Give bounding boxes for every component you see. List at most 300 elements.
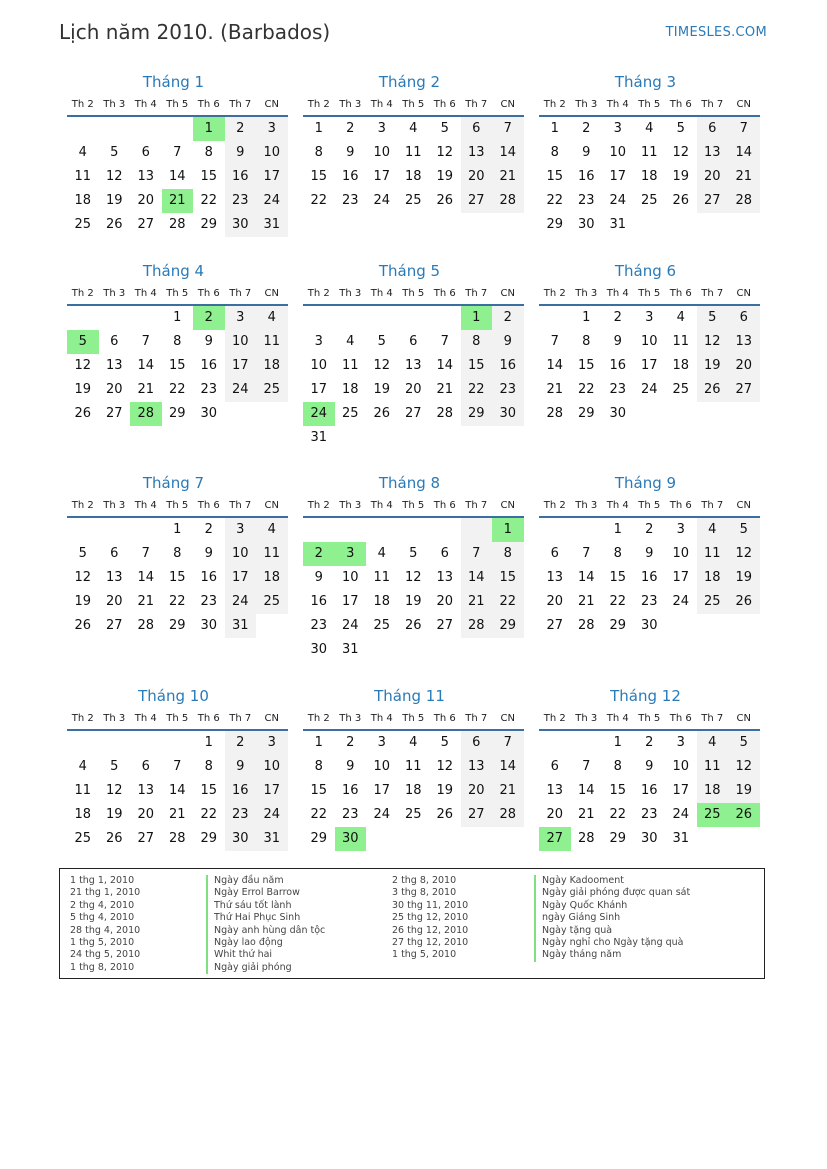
day-cell[interactable]: 10 xyxy=(373,145,391,160)
day-cell[interactable]: 22 xyxy=(168,594,186,609)
day-cell[interactable]: 22 xyxy=(310,807,328,822)
day-cell[interactable]: 2 xyxy=(346,735,355,750)
day-cell[interactable]: 21 xyxy=(577,594,595,609)
day-cell[interactable]: 26 xyxy=(728,590,760,614)
day-cell[interactable]: 16 xyxy=(341,783,359,798)
day-cell[interactable]: 13 xyxy=(137,783,155,798)
day-cell[interactable]: 12 xyxy=(373,358,391,373)
day-cell[interactable]: 27 xyxy=(404,406,422,421)
day-cell[interactable]: 30 xyxy=(609,406,627,421)
day-cell[interactable]: 10 xyxy=(310,358,328,373)
day-cell[interactable]: 13 xyxy=(697,141,729,165)
day-cell[interactable]: 19 xyxy=(404,594,422,609)
day-cell[interactable]: 24 xyxy=(256,189,288,213)
day-cell[interactable]: 17 xyxy=(225,354,257,378)
day-cell[interactable]: 2 xyxy=(225,731,257,755)
day-cell[interactable]: 4 xyxy=(697,731,729,755)
day-cell[interactable]: 29 xyxy=(168,618,186,633)
day-cell[interactable]: 2 xyxy=(225,117,257,141)
day-cell[interactable]: 16 xyxy=(200,570,218,585)
day-cell[interactable]: 19 xyxy=(436,169,454,184)
day-cell[interactable]: 2 xyxy=(346,121,355,136)
day-cell[interactable]: 10 xyxy=(640,334,658,349)
day-cell[interactable]: 5 xyxy=(440,121,449,136)
day-cell[interactable]: 28 xyxy=(168,831,186,846)
day-cell[interactable]: 21 xyxy=(492,165,524,189)
day-cell[interactable]: 31 xyxy=(672,831,690,846)
day-cell[interactable]: 20 xyxy=(404,382,422,397)
day-cell[interactable]: 17 xyxy=(225,566,257,590)
day-cell[interactable]: 14 xyxy=(168,783,186,798)
day-cell[interactable]: 18 xyxy=(256,354,288,378)
day-cell[interactable]: 18 xyxy=(256,566,288,590)
day-cell[interactable]: 13 xyxy=(461,141,493,165)
day-cell[interactable]: 11 xyxy=(256,330,288,354)
day-cell[interactable]: 29 xyxy=(461,402,493,426)
day-cell[interactable]: 4 xyxy=(377,546,386,561)
day-cell[interactable]: 27 xyxy=(137,831,155,846)
day-cell[interactable]: 21 xyxy=(577,807,595,822)
day-cell[interactable]: 18 xyxy=(404,783,422,798)
day-cell[interactable]: 26 xyxy=(105,217,123,232)
day-cell[interactable]: 8 xyxy=(613,546,622,561)
day-cell[interactable]: 7 xyxy=(728,117,760,141)
day-cell[interactable]: 2 xyxy=(645,735,654,750)
holiday-day-cell[interactable]: 3 xyxy=(335,542,367,566)
day-cell[interactable]: 4 xyxy=(676,310,685,325)
day-cell[interactable]: 14 xyxy=(137,570,155,585)
day-cell[interactable]: 13 xyxy=(105,570,123,585)
day-cell[interactable]: 4 xyxy=(256,518,288,542)
brand-link[interactable]: TIMESLES.COM xyxy=(665,25,767,40)
day-cell[interactable]: 26 xyxy=(404,618,422,633)
day-cell[interactable]: 20 xyxy=(105,382,123,397)
holiday-day-cell[interactable]: 25 xyxy=(697,803,729,827)
holiday-day-cell[interactable]: 1 xyxy=(492,518,524,542)
day-cell[interactable]: 12 xyxy=(436,145,454,160)
day-cell[interactable]: 18 xyxy=(404,169,422,184)
day-cell[interactable]: 1 xyxy=(173,522,182,537)
day-cell[interactable]: 31 xyxy=(341,642,359,657)
day-cell[interactable]: 25 xyxy=(404,807,422,822)
day-cell[interactable]: 15 xyxy=(200,169,218,184)
day-cell[interactable]: 1 xyxy=(314,735,323,750)
day-cell[interactable]: 22 xyxy=(577,382,595,397)
day-cell[interactable]: 2 xyxy=(613,310,622,325)
day-cell[interactable]: 12 xyxy=(74,570,92,585)
day-cell[interactable]: 29 xyxy=(200,831,218,846)
day-cell[interactable]: 9 xyxy=(346,145,355,160)
day-cell[interactable]: 20 xyxy=(546,594,564,609)
day-cell[interactable]: 23 xyxy=(341,193,359,208)
day-cell[interactable]: 3 xyxy=(225,306,257,330)
day-cell[interactable]: 11 xyxy=(74,783,92,798)
day-cell[interactable]: 21 xyxy=(137,382,155,397)
day-cell[interactable]: 6 xyxy=(440,546,449,561)
day-cell[interactable]: 26 xyxy=(74,406,92,421)
day-cell[interactable]: 11 xyxy=(404,145,422,160)
day-cell[interactable]: 20 xyxy=(546,807,564,822)
day-cell[interactable]: 19 xyxy=(672,169,690,184)
day-cell[interactable]: 13 xyxy=(436,570,454,585)
day-cell[interactable]: 28 xyxy=(492,189,524,213)
day-cell[interactable]: 16 xyxy=(310,594,328,609)
day-cell[interactable]: 19 xyxy=(436,783,454,798)
holiday-day-cell[interactable]: 30 xyxy=(335,827,367,851)
day-cell[interactable]: 22 xyxy=(168,382,186,397)
day-cell[interactable]: 20 xyxy=(137,193,155,208)
day-cell[interactable]: 23 xyxy=(609,382,627,397)
day-cell[interactable]: 9 xyxy=(582,145,591,160)
day-cell[interactable]: 7 xyxy=(492,117,524,141)
day-cell[interactable]: 23 xyxy=(225,189,257,213)
day-cell[interactable]: 8 xyxy=(461,330,493,354)
day-cell[interactable]: 26 xyxy=(74,618,92,633)
day-cell[interactable]: 24 xyxy=(672,594,690,609)
day-cell[interactable]: 10 xyxy=(609,145,627,160)
day-cell[interactable]: 16 xyxy=(200,358,218,373)
day-cell[interactable]: 24 xyxy=(256,803,288,827)
day-cell[interactable]: 30 xyxy=(200,618,218,633)
day-cell[interactable]: 24 xyxy=(225,378,257,402)
day-cell[interactable]: 21 xyxy=(728,165,760,189)
day-cell[interactable]: 6 xyxy=(550,759,559,774)
day-cell[interactable]: 30 xyxy=(640,618,658,633)
day-cell[interactable]: 3 xyxy=(314,334,323,349)
day-cell[interactable]: 24 xyxy=(609,193,627,208)
day-cell[interactable]: 5 xyxy=(697,306,729,330)
day-cell[interactable]: 13 xyxy=(728,330,760,354)
day-cell[interactable]: 6 xyxy=(141,759,150,774)
holiday-day-cell[interactable]: 27 xyxy=(539,827,571,851)
day-cell[interactable]: 2 xyxy=(645,522,654,537)
day-cell[interactable]: 11 xyxy=(640,145,658,160)
day-cell[interactable]: 20 xyxy=(728,354,760,378)
day-cell[interactable]: 7 xyxy=(141,334,150,349)
day-cell[interactable]: 15 xyxy=(310,783,328,798)
day-cell[interactable]: 30 xyxy=(225,827,257,851)
day-cell[interactable]: 20 xyxy=(461,165,493,189)
holiday-day-cell[interactable]: 5 xyxy=(67,330,99,354)
day-cell[interactable]: 12 xyxy=(105,169,123,184)
day-cell[interactable]: 1 xyxy=(550,121,559,136)
day-cell[interactable]: 5 xyxy=(409,546,418,561)
day-cell[interactable]: 4 xyxy=(346,334,355,349)
day-cell[interactable]: 22 xyxy=(609,807,627,822)
day-cell[interactable]: 22 xyxy=(310,193,328,208)
day-cell[interactable]: 3 xyxy=(676,522,685,537)
day-cell[interactable]: 27 xyxy=(137,217,155,232)
day-cell[interactable]: 2 xyxy=(492,306,524,330)
day-cell[interactable]: 24 xyxy=(225,590,257,614)
day-cell[interactable]: 30 xyxy=(225,213,257,237)
day-cell[interactable]: 30 xyxy=(492,402,524,426)
day-cell[interactable]: 26 xyxy=(436,193,454,208)
day-cell[interactable]: 19 xyxy=(728,779,760,803)
day-cell[interactable]: 6 xyxy=(141,145,150,160)
day-cell[interactable]: 19 xyxy=(105,193,123,208)
day-cell[interactable]: 16 xyxy=(492,354,524,378)
day-cell[interactable]: 31 xyxy=(256,827,288,851)
day-cell[interactable]: 17 xyxy=(310,382,328,397)
day-cell[interactable]: 13 xyxy=(546,783,564,798)
day-cell[interactable]: 27 xyxy=(461,189,493,213)
day-cell[interactable]: 24 xyxy=(373,807,391,822)
day-cell[interactable]: 15 xyxy=(609,570,627,585)
day-cell[interactable]: 17 xyxy=(609,169,627,184)
day-cell[interactable]: 11 xyxy=(341,358,359,373)
day-cell[interactable]: 8 xyxy=(492,542,524,566)
day-cell[interactable]: 19 xyxy=(373,382,391,397)
day-cell[interactable]: 21 xyxy=(137,594,155,609)
day-cell[interactable]: 26 xyxy=(672,193,690,208)
day-cell[interactable]: 11 xyxy=(373,570,391,585)
day-cell[interactable]: 12 xyxy=(728,542,760,566)
day-cell[interactable]: 23 xyxy=(200,594,218,609)
holiday-day-cell[interactable]: 1 xyxy=(193,117,225,141)
day-cell[interactable]: 8 xyxy=(550,145,559,160)
day-cell[interactable]: 14 xyxy=(577,783,595,798)
day-cell[interactable]: 28 xyxy=(461,614,493,638)
day-cell[interactable]: 30 xyxy=(310,642,328,657)
day-cell[interactable]: 22 xyxy=(492,590,524,614)
day-cell[interactable]: 16 xyxy=(341,169,359,184)
day-cell[interactable]: 29 xyxy=(492,614,524,638)
holiday-day-cell[interactable]: 2 xyxy=(303,542,335,566)
day-cell[interactable]: 5 xyxy=(377,334,386,349)
day-cell[interactable]: 7 xyxy=(550,334,559,349)
day-cell[interactable]: 28 xyxy=(546,406,564,421)
day-cell[interactable]: 12 xyxy=(728,755,760,779)
holiday-day-cell[interactable]: 2 xyxy=(193,306,225,330)
day-cell[interactable]: 14 xyxy=(168,169,186,184)
holiday-day-cell[interactable]: 26 xyxy=(728,803,760,827)
day-cell[interactable]: 18 xyxy=(672,358,690,373)
day-cell[interactable]: 6 xyxy=(409,334,418,349)
day-cell[interactable]: 10 xyxy=(225,542,257,566)
day-cell[interactable]: 28 xyxy=(436,406,454,421)
day-cell[interactable]: 22 xyxy=(546,193,564,208)
day-cell[interactable]: 6 xyxy=(697,117,729,141)
day-cell[interactable]: 28 xyxy=(728,189,760,213)
day-cell[interactable]: 14 xyxy=(546,358,564,373)
day-cell[interactable]: 28 xyxy=(577,831,595,846)
day-cell[interactable]: 1 xyxy=(582,310,591,325)
day-cell[interactable]: 21 xyxy=(168,807,186,822)
day-cell[interactable]: 17 xyxy=(373,783,391,798)
day-cell[interactable]: 29 xyxy=(200,217,218,232)
day-cell[interactable]: 13 xyxy=(105,358,123,373)
day-cell[interactable]: 17 xyxy=(341,594,359,609)
day-cell[interactable]: 16 xyxy=(640,570,658,585)
day-cell[interactable]: 1 xyxy=(613,522,622,537)
day-cell[interactable]: 21 xyxy=(546,382,564,397)
day-cell[interactable]: 23 xyxy=(492,378,524,402)
day-cell[interactable]: 1 xyxy=(613,735,622,750)
day-cell[interactable]: 10 xyxy=(256,755,288,779)
day-cell[interactable]: 25 xyxy=(640,193,658,208)
day-cell[interactable]: 23 xyxy=(640,594,658,609)
day-cell[interactable]: 23 xyxy=(225,803,257,827)
day-cell[interactable]: 20 xyxy=(461,779,493,803)
day-cell[interactable]: 21 xyxy=(461,590,493,614)
day-cell[interactable]: 12 xyxy=(697,330,729,354)
day-cell[interactable]: 19 xyxy=(105,807,123,822)
day-cell[interactable]: 1 xyxy=(173,310,182,325)
day-cell[interactable]: 17 xyxy=(672,783,690,798)
day-cell[interactable]: 18 xyxy=(373,594,391,609)
day-cell[interactable]: 26 xyxy=(105,831,123,846)
day-cell[interactable]: 14 xyxy=(492,755,524,779)
day-cell[interactable]: 30 xyxy=(577,217,595,232)
day-cell[interactable]: 13 xyxy=(404,358,422,373)
day-cell[interactable]: 10 xyxy=(341,570,359,585)
day-cell[interactable]: 26 xyxy=(436,807,454,822)
day-cell[interactable]: 31 xyxy=(225,614,257,638)
day-cell[interactable]: 3 xyxy=(225,518,257,542)
day-cell[interactable]: 18 xyxy=(341,382,359,397)
day-cell[interactable]: 9 xyxy=(225,141,257,165)
day-cell[interactable]: 10 xyxy=(225,330,257,354)
day-cell[interactable]: 11 xyxy=(256,542,288,566)
day-cell[interactable]: 4 xyxy=(409,735,418,750)
day-cell[interactable]: 29 xyxy=(310,831,328,846)
day-cell[interactable]: 1 xyxy=(314,121,323,136)
day-cell[interactable]: 3 xyxy=(676,735,685,750)
day-cell[interactable]: 23 xyxy=(310,618,328,633)
day-cell[interactable]: 14 xyxy=(492,141,524,165)
day-cell[interactable]: 14 xyxy=(728,141,760,165)
day-cell[interactable]: 17 xyxy=(640,358,658,373)
day-cell[interactable]: 25 xyxy=(74,217,92,232)
day-cell[interactable]: 31 xyxy=(310,430,328,445)
day-cell[interactable]: 15 xyxy=(546,169,564,184)
day-cell[interactable]: 5 xyxy=(78,546,87,561)
day-cell[interactable]: 5 xyxy=(110,759,119,774)
day-cell[interactable]: 28 xyxy=(492,803,524,827)
day-cell[interactable]: 17 xyxy=(672,570,690,585)
day-cell[interactable]: 25 xyxy=(404,193,422,208)
day-cell[interactable]: 19 xyxy=(74,594,92,609)
day-cell[interactable]: 15 xyxy=(577,358,595,373)
day-cell[interactable]: 6 xyxy=(110,546,119,561)
day-cell[interactable]: 18 xyxy=(697,566,729,590)
day-cell[interactable]: 28 xyxy=(577,618,595,633)
day-cell[interactable]: 27 xyxy=(546,618,564,633)
day-cell[interactable]: 23 xyxy=(577,193,595,208)
day-cell[interactable]: 16 xyxy=(225,779,257,803)
day-cell[interactable]: 4 xyxy=(78,145,87,160)
day-cell[interactable]: 9 xyxy=(492,330,524,354)
day-cell[interactable]: 10 xyxy=(672,759,690,774)
day-cell[interactable]: 27 xyxy=(105,618,123,633)
day-cell[interactable]: 10 xyxy=(672,546,690,561)
day-cell[interactable]: 7 xyxy=(582,759,591,774)
day-cell[interactable]: 5 xyxy=(728,731,760,755)
day-cell[interactable]: 6 xyxy=(461,731,493,755)
day-cell[interactable]: 23 xyxy=(640,807,658,822)
day-cell[interactable]: 14 xyxy=(436,358,454,373)
day-cell[interactable]: 7 xyxy=(440,334,449,349)
day-cell[interactable]: 6 xyxy=(110,334,119,349)
day-cell[interactable]: 10 xyxy=(256,141,288,165)
day-cell[interactable]: 2 xyxy=(204,522,213,537)
day-cell[interactable]: 31 xyxy=(256,213,288,237)
day-cell[interactable]: 24 xyxy=(341,618,359,633)
day-cell[interactable]: 5 xyxy=(440,735,449,750)
day-cell[interactable]: 25 xyxy=(256,590,288,614)
day-cell[interactable]: 12 xyxy=(436,759,454,774)
day-cell[interactable]: 17 xyxy=(256,779,288,803)
day-cell[interactable]: 1 xyxy=(204,735,213,750)
day-cell[interactable]: 14 xyxy=(577,570,595,585)
day-cell[interactable]: 8 xyxy=(613,759,622,774)
day-cell[interactable]: 25 xyxy=(672,382,690,397)
day-cell[interactable]: 19 xyxy=(728,566,760,590)
day-cell[interactable]: 4 xyxy=(409,121,418,136)
day-cell[interactable]: 29 xyxy=(577,406,595,421)
day-cell[interactable]: 29 xyxy=(609,618,627,633)
day-cell[interactable]: 22 xyxy=(200,193,218,208)
day-cell[interactable]: 15 xyxy=(609,783,627,798)
day-cell[interactable]: 7 xyxy=(492,731,524,755)
day-cell[interactable]: 28 xyxy=(137,618,155,633)
day-cell[interactable]: 18 xyxy=(640,169,658,184)
day-cell[interactable]: 20 xyxy=(105,594,123,609)
day-cell[interactable]: 9 xyxy=(225,755,257,779)
day-cell[interactable]: 15 xyxy=(168,358,186,373)
day-cell[interactable]: 24 xyxy=(672,807,690,822)
day-cell[interactable]: 18 xyxy=(697,779,729,803)
day-cell[interactable]: 20 xyxy=(436,594,454,609)
day-cell[interactable]: 20 xyxy=(697,165,729,189)
day-cell[interactable]: 29 xyxy=(546,217,564,232)
day-cell[interactable]: 13 xyxy=(546,570,564,585)
day-cell[interactable]: 3 xyxy=(256,731,288,755)
holiday-day-cell[interactable]: 21 xyxy=(162,189,194,213)
day-cell[interactable]: 9 xyxy=(314,570,323,585)
day-cell[interactable]: 8 xyxy=(173,546,182,561)
day-cell[interactable]: 8 xyxy=(204,759,213,774)
day-cell[interactable]: 3 xyxy=(377,121,386,136)
day-cell[interactable]: 9 xyxy=(613,334,622,349)
day-cell[interactable]: 4 xyxy=(645,121,654,136)
day-cell[interactable]: 25 xyxy=(341,406,359,421)
day-cell[interactable]: 15 xyxy=(461,354,493,378)
day-cell[interactable]: 6 xyxy=(728,306,760,330)
day-cell[interactable]: 16 xyxy=(640,783,658,798)
day-cell[interactable]: 12 xyxy=(672,145,690,160)
day-cell[interactable]: 24 xyxy=(640,382,658,397)
day-cell[interactable]: 14 xyxy=(137,358,155,373)
day-cell[interactable]: 26 xyxy=(697,378,729,402)
day-cell[interactable]: 14 xyxy=(461,566,493,590)
day-cell[interactable]: 6 xyxy=(461,117,493,141)
day-cell[interactable]: 2 xyxy=(582,121,591,136)
day-cell[interactable]: 7 xyxy=(173,759,182,774)
day-cell[interactable]: 12 xyxy=(74,358,92,373)
day-cell[interactable]: 5 xyxy=(110,145,119,160)
day-cell[interactable]: 27 xyxy=(105,406,123,421)
day-cell[interactable]: 15 xyxy=(492,566,524,590)
day-cell[interactable]: 3 xyxy=(613,121,622,136)
day-cell[interactable]: 7 xyxy=(582,546,591,561)
day-cell[interactable]: 17 xyxy=(373,169,391,184)
day-cell[interactable]: 15 xyxy=(168,570,186,585)
day-cell[interactable]: 4 xyxy=(256,306,288,330)
day-cell[interactable]: 22 xyxy=(461,378,493,402)
day-cell[interactable]: 6 xyxy=(550,546,559,561)
